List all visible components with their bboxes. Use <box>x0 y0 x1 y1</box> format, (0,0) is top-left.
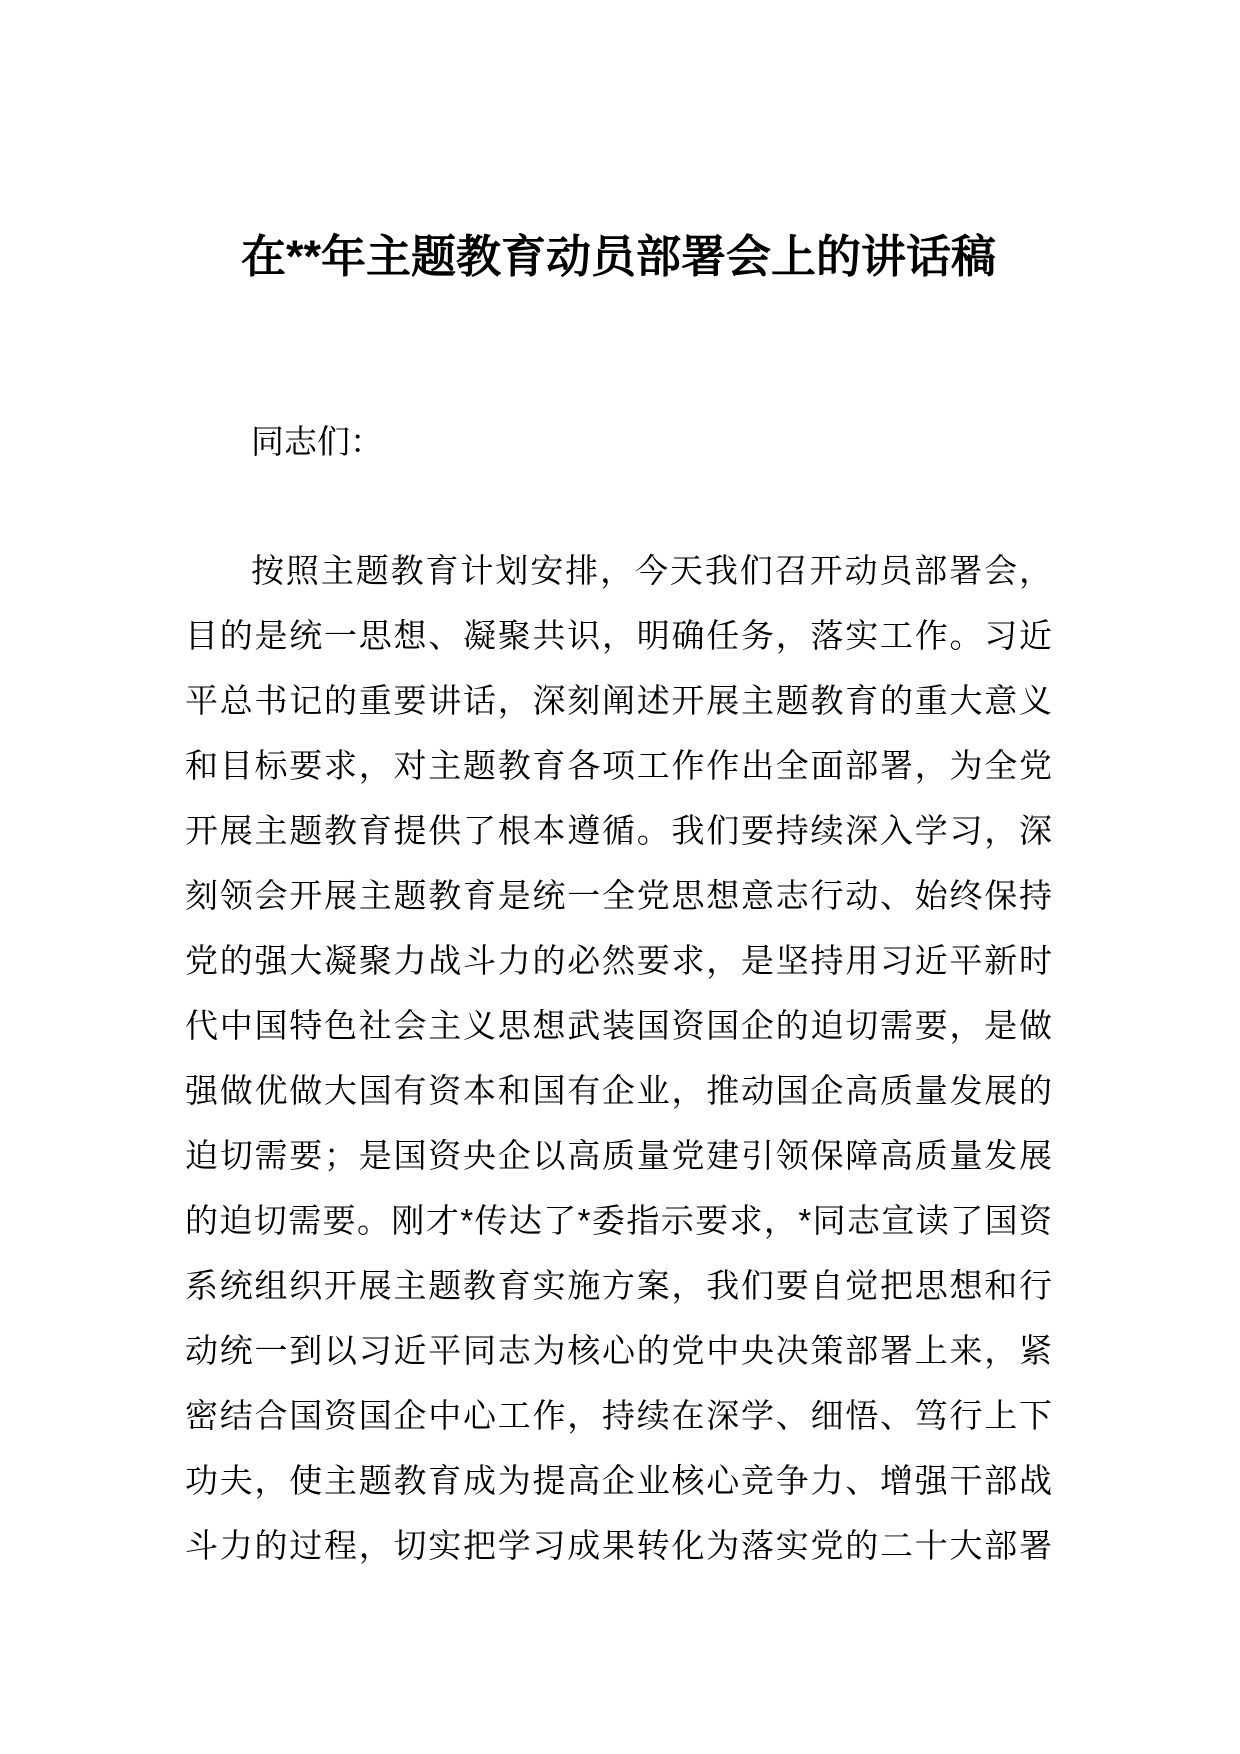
body-line: 功夫，使主题教育成为提高企业核心竞争力、增强干部战 <box>185 1462 1052 1500</box>
body-paragraph <box>185 538 1052 1578</box>
body-line: 刻领会开展主题教育是统一全党思想意志行动、始终保持 <box>185 877 1052 915</box>
body-line: 强做优做大国有资本和国有企业，推动国企高质量发展的 <box>185 1072 1052 1110</box>
body-line: 动统一到以习近平同志为核心的党中央决策部署上来，紧 <box>185 1332 1052 1370</box>
body-line: 迫切需要；是国资央企以高质量党建引领保障高质量发展 <box>185 1137 1052 1175</box>
body-line: 目的是统一思想、凝聚共识，明确任务，落实工作。习近 <box>185 617 1052 655</box>
document-title: 在**年主题教育动员部署会上的讲话稿 <box>240 231 997 283</box>
body-line: 开展主题教育提供了根本遵循。我们要持续深入学习，深 <box>185 812 1052 850</box>
body-line: 按照主题教育计划安排，今天我们召开动员部署会， <box>251 552 1052 590</box>
body-line: 密结合国资国企中心工作，持续在深学、细悟、笃行上下 <box>185 1397 1052 1435</box>
body-line: 代中国特色社会主义思想武装国资国企的迫切需要，是做 <box>185 1007 1052 1045</box>
salutation-line: 同志们： <box>251 423 383 461</box>
body-line: 斗力的过程，切实把学习成果转化为落实党的二十大部署 <box>185 1527 1052 1565</box>
body-line: 的迫切需要。刚才*传达了*委指示要求，*同志宣读了国资 <box>185 1202 1052 1240</box>
document-content <box>185 224 1052 1578</box>
body-line: 系统组织开展主题教育实施方案，我们要自觉把思想和行 <box>185 1267 1052 1305</box>
body-line: 平总书记的重要讲话，深刻阐述开展主题教育的重大意义 <box>185 682 1052 720</box>
body-line: 党的强大凝聚力战斗力的必然要求，是坚持用习近平新时 <box>185 942 1052 980</box>
body-line: 和目标要求，对主题教育各项工作作出全面部署，为全党 <box>185 747 1052 785</box>
